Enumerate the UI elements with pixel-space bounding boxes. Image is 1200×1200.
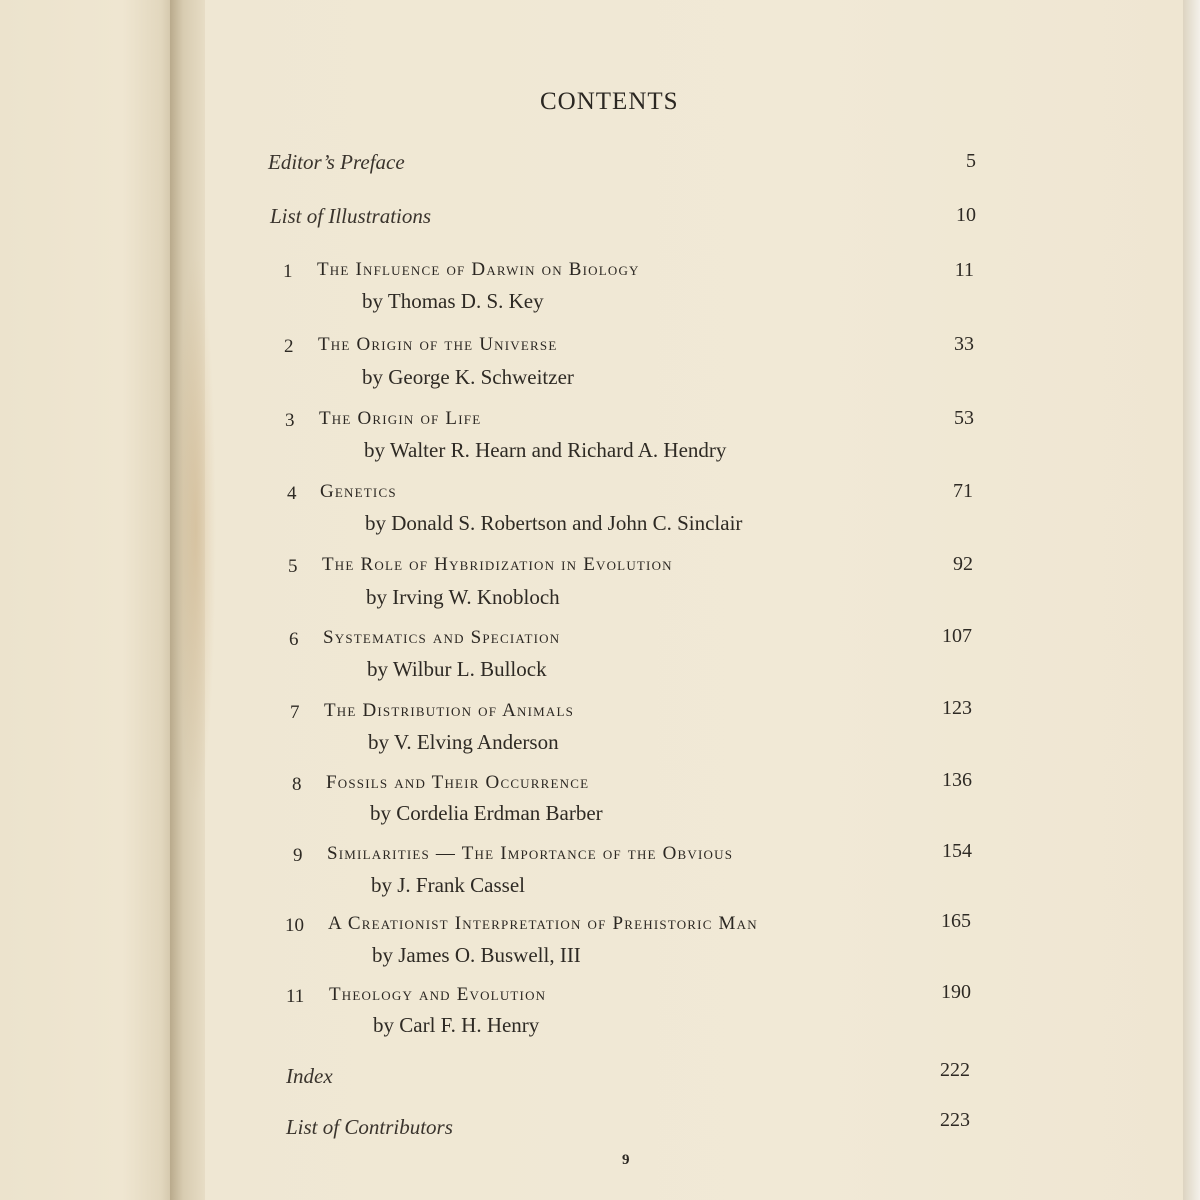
contents-page (205, 0, 1200, 1200)
chapter-page: 154 (942, 840, 972, 862)
chapter-author: by Donald S. Robertson and John C. Sinclair (365, 511, 743, 535)
chapter-author: by Wilbur L. Bullock (367, 657, 547, 681)
chapter-number: 3 (285, 410, 295, 431)
chapter-author: by V. Elving Anderson (368, 730, 559, 754)
chapter-author: by Walter R. Hearn and Richard A. Hendry (364, 438, 727, 462)
chapter-page: 107 (942, 625, 972, 647)
chapter-number: 6 (289, 629, 299, 650)
chapter-author: by George K. Schweitzer (362, 365, 574, 389)
chapter-author: by James O. Buswell, III (372, 943, 581, 967)
chapter-title: Systematics and Speciation (323, 627, 561, 648)
chapter-title: The Influence of Darwin on Biology (317, 259, 640, 280)
toc-entry-preface-page: 5 (966, 150, 976, 172)
chapter-page: 123 (942, 697, 972, 719)
chapter-page: 165 (941, 910, 971, 932)
chapter-page: 190 (941, 981, 971, 1003)
chapter-author: by J. Frank Cassel (371, 873, 525, 897)
chapter-author: by Thomas D. S. Key (362, 289, 544, 313)
chapter-number: 11 (286, 986, 305, 1007)
chapter-title: The Origin of the Universe (318, 334, 558, 355)
chapter-page: 11 (954, 259, 974, 281)
page-stain (176, 250, 216, 810)
toc-entry-index-page: 222 (940, 1059, 970, 1081)
chapter-title: Similarities — The Importance of the Obvious (327, 843, 734, 864)
chapter-number: 10 (285, 915, 304, 936)
chapter-title: A Creationist Interpretation of Prehistoric Man (328, 913, 758, 934)
chapter-author: by Cordelia Erdman Barber (370, 801, 603, 825)
chapter-page: 71 (953, 480, 973, 502)
chapter-number: 4 (287, 483, 297, 504)
chapter-number: 7 (290, 702, 300, 723)
chapter-title: The Role of Hybridization in Evolution (322, 554, 673, 575)
toc-entry-illustrations-title: List of Illustrations (270, 204, 432, 228)
chapter-number: 9 (293, 845, 303, 866)
chapter-page: 33 (954, 333, 974, 355)
chapter-author: by Carl F. H. Henry (373, 1013, 540, 1037)
chapter-title: Theology and Evolution (329, 984, 547, 1005)
toc-entry-contributors-title: List of Contributors (286, 1115, 453, 1139)
chapter-number: 1 (283, 261, 293, 282)
chapter-title: The Distribution of Animals (324, 700, 575, 721)
chapter-number: 8 (292, 774, 302, 795)
chapter-page: 136 (942, 769, 972, 791)
chapter-author: by Irving W. Knobloch (366, 585, 560, 609)
chapter-number: 5 (288, 556, 298, 577)
chapter-title: Genetics (320, 481, 397, 502)
chapter-title: The Origin of Life (319, 408, 482, 429)
toc-entry-contributors-page: 223 (940, 1109, 970, 1131)
toc-entry-preface-title: Editor’s Preface (268, 150, 405, 174)
chapter-page: 53 (954, 407, 974, 429)
chapter-title: Fossils and Their Occurrence (326, 772, 590, 793)
page-title: CONTENTS (540, 88, 679, 115)
page-edge (1183, 0, 1200, 1200)
chapter-page: 92 (953, 553, 973, 575)
chapter-number: 2 (284, 336, 294, 357)
facing-page (0, 0, 175, 1200)
toc-entry-index-title: Index (286, 1064, 333, 1088)
toc-entry-illustrations-page: 10 (956, 204, 976, 226)
page-number-folio: 9 (622, 1152, 630, 1168)
